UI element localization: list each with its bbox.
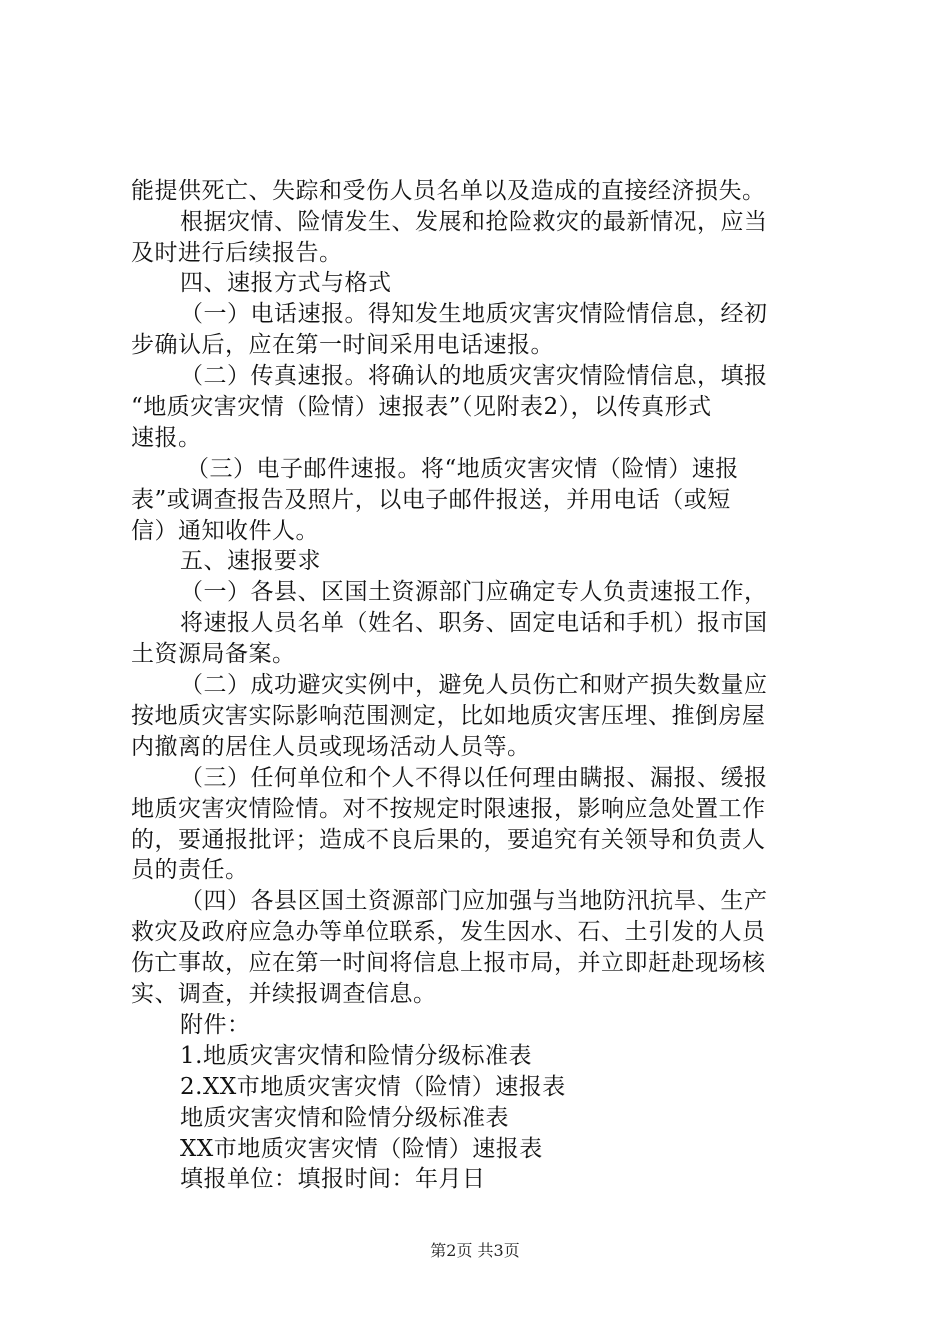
attachment-item: 1.地质灾害灾情和险情分级标准表 <box>180 1043 532 1069</box>
attachment-heading: 附件： <box>180 1012 251 1038</box>
section-heading: 五、速报要求 <box>180 548 321 574</box>
text-line: （四）各县区国土资源部门应加强与当地防汛抗旱、生产 <box>180 888 768 914</box>
form-field-line: 填报单位：填报时间：年月日 <box>180 1166 486 1192</box>
text-line: 按地质灾害实际影响范围测定，比如地质灾害压埋、推倒房屋 <box>131 703 766 729</box>
text-line: （一）电话速报。得知发生地质灾害灾情险情信息，经初 <box>180 301 768 327</box>
text-line: （一）各县、区国土资源部门应确定专人负责速报工作， <box>180 579 768 605</box>
text-line: 的，要通报批评；造成不良后果的，要追究有关领导和负责人 <box>131 827 766 853</box>
text-line: （二）成功避灾实例中，避免人员伤亡和财产损失数量应 <box>180 672 768 698</box>
text-line: 及时进行后续报告。 <box>131 240 343 266</box>
text-line: 救灾及政府应急办等单位联系，发生因水、石、土引发的人员 <box>131 919 766 945</box>
text-line: 信）通知收件人。 <box>131 518 319 544</box>
text-line: （三）任何单位和个人不得以任何理由瞒报、漏报、缓报 <box>180 765 768 791</box>
text-line: 土资源局备案。 <box>131 641 296 667</box>
text-line: 员的责任。 <box>131 857 249 883</box>
text-line: 表”或调查报告及照片，以电子邮件报送，并用电话（或短 <box>131 487 731 513</box>
text-line: （二）传真速报。将确认的地质灾害灾情险情信息，填报 <box>180 363 768 389</box>
text-line: 能提供死亡、失踪和受伤人员名单以及造成的直接经济损失。 <box>131 178 766 204</box>
text-line: 地质灾害灾情险情。对不按规定时限速报，影响应急处置工作 <box>131 796 766 822</box>
attachment-item: 2.XX市地质灾害灾情（险情）速报表 <box>180 1074 566 1100</box>
text-line: （三）电子邮件速报。将“地质灾害灾情（险情）速报 <box>186 456 739 482</box>
text-line: 将速报人员名单（姓名、职务、固定电话和手机）报市国 <box>180 610 768 636</box>
table-title: XX市地质灾害灾情（险情）速报表 <box>180 1136 543 1162</box>
text-line: 实、调查，并续报调查信息。 <box>131 981 437 1007</box>
section-heading: 四、速报方式与格式 <box>180 270 392 296</box>
text-line: 步确认后，应在第一时间采用电话速报。 <box>131 332 554 358</box>
text-line: 内撤离的居住人员或现场活动人员等。 <box>131 734 531 760</box>
table-title: 地质灾害灾情和险情分级标准表 <box>180 1105 509 1131</box>
text-line: 速报。 <box>131 425 202 451</box>
text-line: 伤亡事故，应在第一时间将信息上报市局，并立即赶赴现场核 <box>131 950 766 976</box>
page-number-footer: 第2页 共3页 <box>430 1241 520 1260</box>
text-line: “地质灾害灾情（险情）速报表”（见附表2），以传真形式 <box>131 394 712 420</box>
text-line: 根据灾情、险情发生、发展和抢险救灾的最新情况，应当 <box>180 209 768 235</box>
